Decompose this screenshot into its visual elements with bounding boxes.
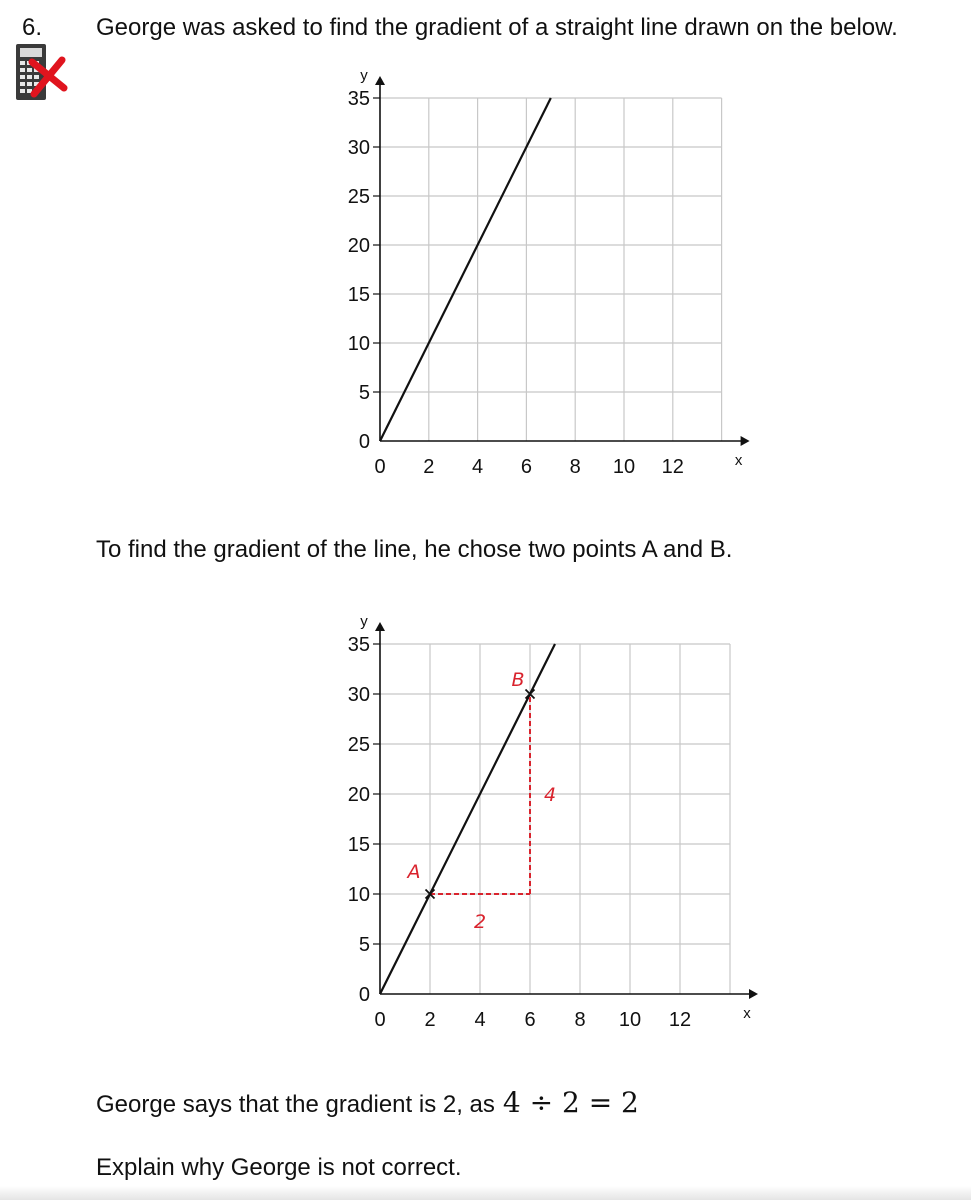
explain-prompt: Explain why George is not correct. bbox=[96, 1154, 462, 1181]
y-tick-label: 0 bbox=[358, 431, 370, 453]
x-tick-label: 4 bbox=[474, 1009, 486, 1031]
x-tick-label: 0 bbox=[374, 1009, 386, 1031]
x-tick-label: 6 bbox=[520, 456, 532, 478]
y-tick-label: 10 bbox=[347, 333, 370, 355]
point-label-b: B bbox=[511, 669, 525, 691]
middle-text: To find the gradient of the line, he chose two points A and B. bbox=[96, 536, 733, 563]
x-tick-label: 8 bbox=[574, 1009, 586, 1031]
run-label: 2 bbox=[473, 911, 487, 933]
x-axis-arrow bbox=[749, 989, 758, 999]
question-text: George was asked to find the gradient of a straight line drawn on the below. bbox=[96, 14, 898, 41]
x-tick-label: 4 bbox=[472, 456, 484, 478]
y-tick-label: 5 bbox=[358, 934, 370, 956]
y-tick-label: 15 bbox=[347, 284, 370, 306]
x-tick-label: 12 bbox=[661, 456, 684, 478]
claim-line bbox=[96, 1086, 639, 1119]
x-axis-label: x bbox=[734, 452, 743, 469]
x-tick-label: 10 bbox=[618, 1009, 642, 1031]
y-tick-label: 10 bbox=[347, 884, 370, 906]
point-label-a: A bbox=[407, 861, 421, 883]
y-tick-label: 20 bbox=[347, 235, 370, 257]
series-line bbox=[380, 98, 551, 441]
x-tick-label: 8 bbox=[569, 456, 581, 478]
y-tick-label: 25 bbox=[347, 186, 370, 208]
claim-text: George says that the gradient is 2, as bbox=[96, 1091, 495, 1118]
y-axis-arrow bbox=[375, 622, 385, 631]
y-tick-label: 5 bbox=[358, 382, 370, 404]
page-edge-shadow bbox=[0, 1186, 971, 1200]
y-tick-label: 35 bbox=[347, 634, 370, 656]
graph-1 bbox=[0, 56, 971, 486]
y-tick-label: 0 bbox=[358, 984, 370, 1006]
graph-2 bbox=[0, 600, 971, 1040]
x-axis-label: x bbox=[743, 1005, 751, 1022]
y-axis-label: y bbox=[360, 67, 368, 84]
y-tick-label: 25 bbox=[347, 734, 370, 756]
y-tick-label: 30 bbox=[347, 137, 370, 159]
y-tick-label: 20 bbox=[347, 784, 370, 806]
y-tick-label: 35 bbox=[347, 88, 370, 110]
claim-equation: 4 ÷ 2 = 2 bbox=[502, 1086, 639, 1119]
y-axis-arrow bbox=[375, 76, 385, 85]
rise-label: 4 bbox=[543, 784, 557, 806]
x-tick-label: 10 bbox=[612, 456, 636, 478]
x-tick-label: 12 bbox=[668, 1009, 692, 1031]
x-tick-label: 2 bbox=[423, 456, 435, 478]
x-axis-arrow bbox=[741, 436, 750, 446]
question-number: 6. bbox=[22, 14, 43, 41]
x-tick-label: 0 bbox=[374, 456, 386, 478]
x-tick-label: 2 bbox=[424, 1009, 436, 1031]
y-tick-label: 15 bbox=[347, 834, 370, 856]
y-tick-label: 30 bbox=[347, 684, 370, 706]
y-axis-label: y bbox=[360, 613, 368, 630]
x-tick-label: 6 bbox=[524, 1009, 536, 1031]
